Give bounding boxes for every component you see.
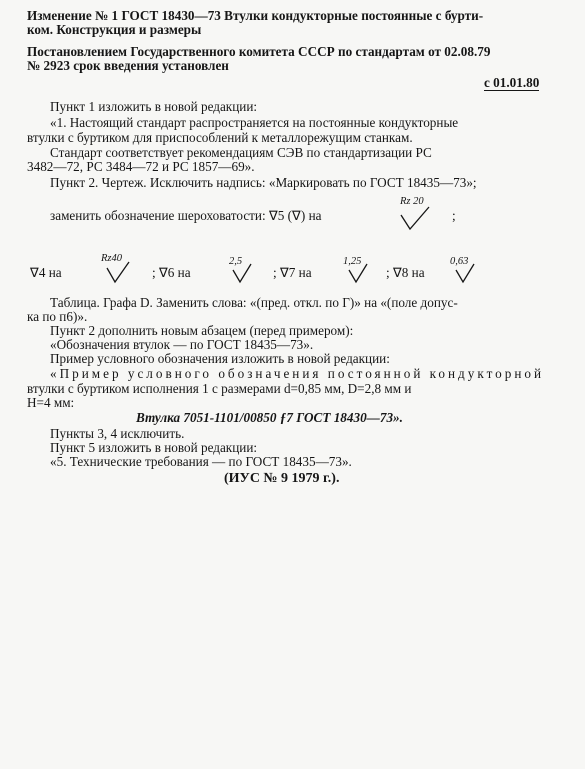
roughness-grade4-text: ∇4 на — [30, 265, 62, 280]
roughness-grade6-text: ; ∇6 на — [152, 265, 191, 280]
roughness-value-0-63: 0,63 — [450, 256, 469, 267]
roughness-sign-icon — [107, 264, 131, 286]
paragraph-item2-addition: Пункт 2 дополнить новым абзацем (перед примером): — [50, 323, 354, 338]
separator-semicolon: ; — [452, 208, 456, 223]
paragraph-item1-text-line1: «1. Настоящий стандарт распространяется на постоянные кондукторные — [50, 115, 459, 130]
roughness-sign-icon — [233, 266, 253, 286]
roughness-value-2-5: 2,5 — [229, 256, 243, 267]
paragraph-item2-drawing: Пункт 2. Чертеж. Исключить надпись: «Маркировать по ГОСТ 18435—73»; — [50, 175, 477, 190]
roughness-sign-icon — [349, 266, 369, 286]
amendment-title-line1: Изменение № 1 ГОСТ 18430—73 Втулки кондукторные постоянные с бурти- — [27, 8, 484, 23]
paragraph-example-header: Пример условного обозначения изложить в новой редакции: — [50, 351, 390, 366]
resolution-line2: № 2923 срок введения установлен — [27, 58, 229, 73]
paragraph-example-line1: «Пример условного обозначения постоянной кондукторной — [50, 366, 545, 381]
example-designation: Втулка 7051-1101/00850 ƒ7 ГОСТ 18430—73». — [136, 410, 403, 425]
roughness-grade7-text: ; ∇7 на — [273, 265, 312, 280]
roughness-replace-text: заменить обозначение шероховатости: ∇5 (∇) на — [50, 208, 322, 223]
paragraph-item5-header: Пункт 5 изложить в новой редакции: — [50, 440, 258, 455]
roughness-value-rz20: Rz 20 — [400, 196, 424, 207]
effective-date: с 01.01.80 — [484, 75, 540, 90]
paragraph-example-line2: втулки с буртиком исполнения 1 с размерами d=0,85 мм, D=2,8 мм и — [27, 381, 412, 396]
paragraph-example-line3: H=4 мм: — [27, 395, 75, 410]
paragraph-items-removed: Пункты 3, 4 исключить. — [50, 426, 185, 441]
paragraph-standard-line2: 3482—72, РС 3484—72 и РС 1857—69». — [27, 159, 255, 174]
roughness-value-1-25: 1,25 — [343, 256, 362, 267]
roughness-value-rz40: Rz40 — [101, 253, 122, 264]
resolution-line1: Постановлением Государственного комитета СССР по стандартам от 02.08.79 — [27, 44, 491, 59]
paragraph-designation: «Обозначения втулок — по ГОСТ 18435—73». — [50, 337, 314, 352]
paragraph-item5-text: «5. Технические требования — по ГОСТ 18435—73». — [50, 454, 352, 469]
paragraph-item1-header: Пункт 1 изложить в новой редакции: — [50, 99, 258, 114]
amendment-title-line2: ком. Конструкция и размеры — [27, 22, 202, 37]
paragraph-item1-text-line2: втулки с буртиком для приспособлений к металлорежущим станкам. — [27, 130, 413, 145]
roughness-sign-icon — [401, 209, 431, 231]
roughness-sign-icon — [456, 266, 476, 286]
roughness-grade8-text: ; ∇8 на — [386, 265, 425, 280]
footer-reference: (ИУС № 9 1979 г.). — [224, 471, 340, 486]
table-amendment-line2: ка по п6)». — [27, 309, 88, 324]
paragraph-standard-line1: Стандарт соответствует рекомендациям СЭВ по стандартизации РС — [50, 145, 432, 160]
table-amendment-line1: Таблица. Графа D. Заменить слова: «(пред. откл. по Г)» на «(поле допус- — [50, 295, 458, 310]
